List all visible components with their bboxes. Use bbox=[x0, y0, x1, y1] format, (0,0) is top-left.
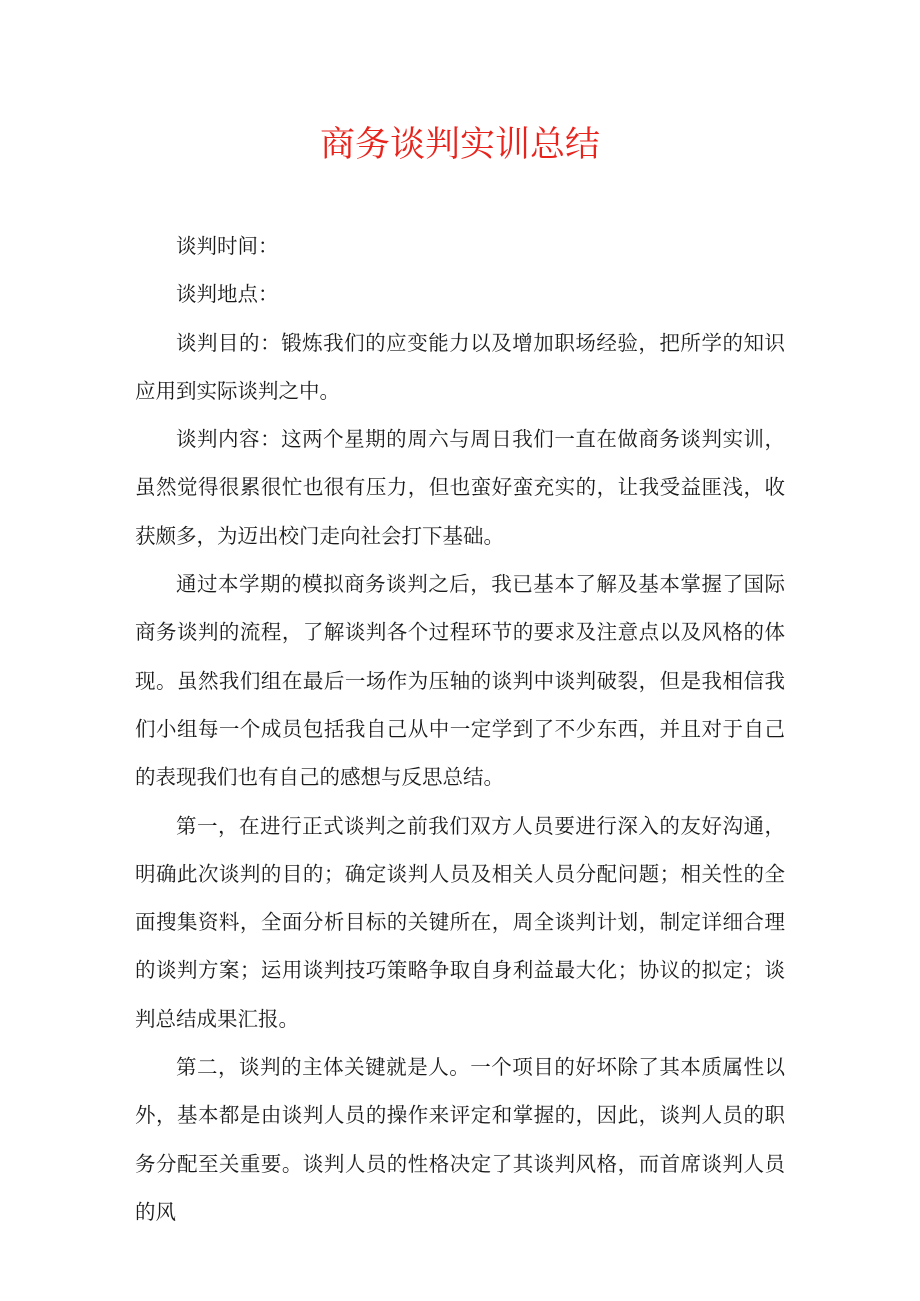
paragraph-time: 谈判时间： bbox=[176, 234, 279, 258]
document-title: 商务谈判实训总结 bbox=[319, 125, 600, 165]
paragraph-summary: 通过本学期的模拟商务谈判之后，我已基本了解及基本掌握了国际商务谈判的流程，了解谈判各个过程环节的要求及注意点以及风格的体现。虽然我们组在最后一场作为压轴的谈判中谈判破裂，但是我相信我们小组每一个成员包括我自己从中一定学到了不少东西，并且对于自己的表现我们也有自己的感想与反思总结。 bbox=[135, 572, 785, 790]
paragraph-content: 谈判内容：这两个星期的周六与周日我们一直在做商务谈判实训，虽然觉得很累很忙也很有压力，但也蛮好蛮充实的，让我受益匪浅，收获颇多，为迈出校门走向社会打下基础。 bbox=[135, 427, 785, 548]
paragraph-second-point: 第二，谈判的主体关键就是人。一个项目的好坏除了其本质属性以外，基本都是由谈判人员的操作来评定和掌握的，因此，谈判人员的职务分配至关重要。谈判人员的性格决定了其谈判风格，而首席谈判人员的风 bbox=[135, 1055, 785, 1224]
document-body bbox=[135, 222, 785, 1236]
paragraph-purpose: 谈判目的：锻炼我们的应变能力以及增加职场经验，把所学的知识应用到实际谈判之中。 bbox=[135, 330, 785, 403]
paragraph-location: 谈判地点： bbox=[176, 282, 279, 307]
paragraph-first-point: 第一，在进行正式谈判之前我们双方人员要进行深入的友好沟通，明确此次谈判的目的；确定谈判人员及相关人员分配问题；相关性的全面搜集资料，全面分析目标的关键所在，周全谈判计划，制定详细合理的谈判方案；运用谈判技巧策略争取自身利益最大化；协议的拟定；谈判总结成果汇报。 bbox=[135, 813, 785, 1031]
